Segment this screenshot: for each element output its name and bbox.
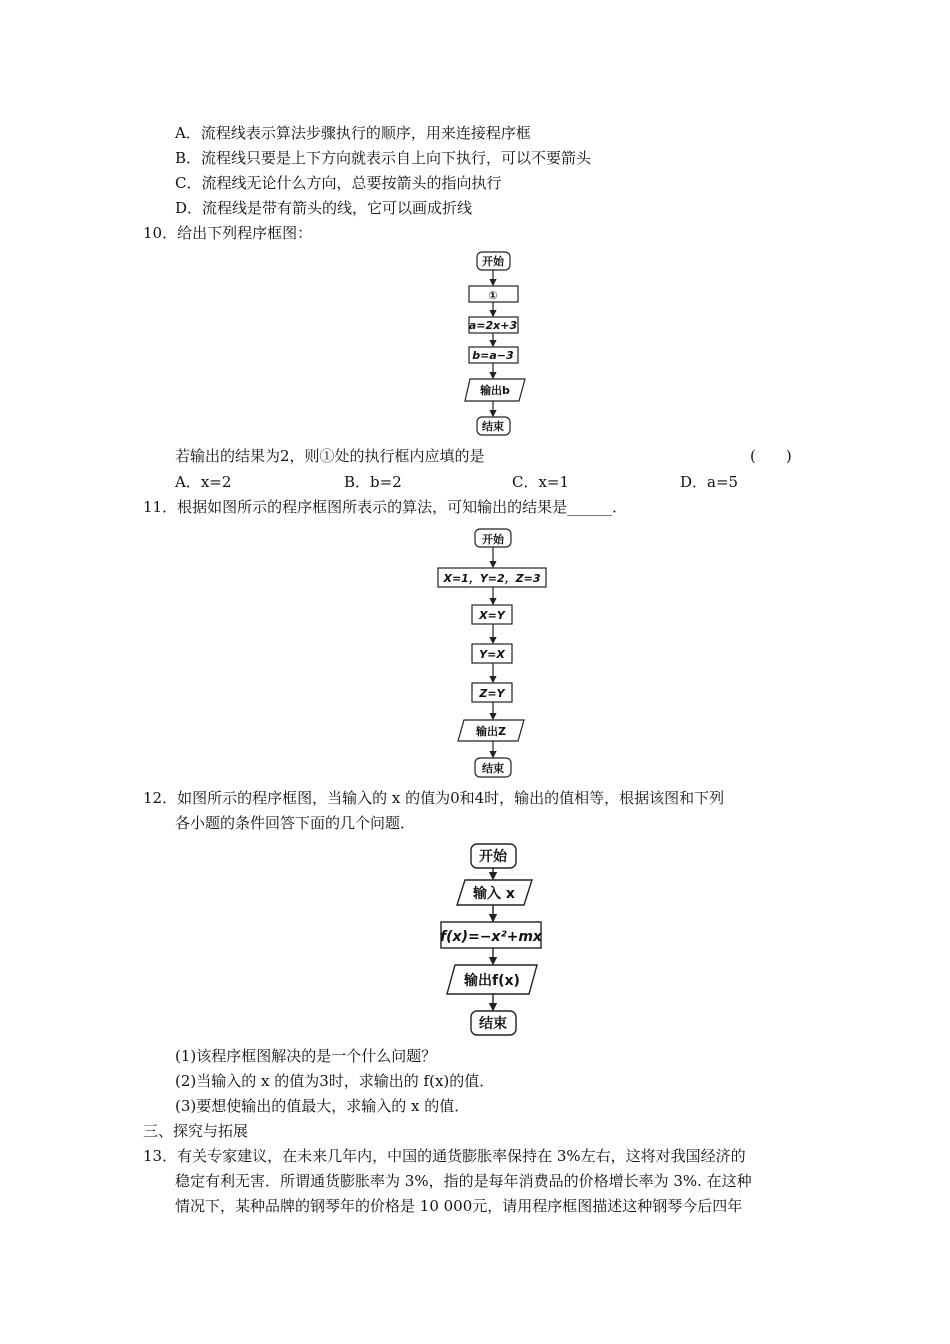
q10-question: 若输出的结果为2，则①处的执行框内应填的是: [175, 447, 485, 465]
q10-option-d: D．a=5: [680, 473, 739, 491]
q13-line3: 情况下，某种品牌的钢琴年的价格是 10 000元，请用程序框图描述这种钢琴今后四年: [175, 1197, 743, 1215]
section-heading: 三、探究与拓展: [143, 1122, 249, 1140]
q10-step3-text: b=a−3: [472, 349, 514, 362]
q9-option-d: D．流程线是带有箭头的线，它可以画成折线: [175, 199, 473, 217]
q9-option-a: A．流程线表示算法步骤执行的顺序，用来连接程序框: [175, 124, 531, 142]
q12-sub-1: (1)该程序框图解决的是一个什么问题？: [175, 1047, 437, 1065]
q10-end-text: 结束: [482, 420, 504, 433]
q11-output-text: 输出Z: [476, 725, 506, 738]
q12-start-text: 开始: [479, 849, 507, 865]
q11-start-text: 开始: [482, 533, 504, 546]
q10-start-text: 开始: [482, 255, 504, 268]
q10-output-text: 输出b: [480, 384, 510, 397]
q12-input-text: 输入 x: [473, 886, 515, 902]
q11-init-text: X=1，Y=2，Z=3: [443, 572, 541, 585]
q11-stem: 11．根据如图所示的程序框图所表示的算法，可知输出的结果是______．: [143, 498, 628, 516]
q12-end-text: 结束: [479, 1016, 507, 1032]
q12-stem-line2: 各小题的条件回答下面的几个问题．: [175, 814, 416, 832]
q10-step1-text: ①: [488, 289, 498, 302]
q10-option-c: C．x=1: [512, 473, 570, 491]
q9-option-c: C．流程线无论什么方向，总要按箭头的指向执行: [175, 174, 502, 192]
q9-option-b: B．流程线只要是上下方向就表示自上向下执行，可以不要箭头: [175, 149, 592, 167]
q12-process-text: f(x)=−x²+mx: [440, 929, 542, 945]
q10-option-a: A．x=2: [175, 473, 232, 491]
q13-line1: 13．有关专家建议，在未来几年内，中国的通货膨胀率保持在 3%左右，这将对我国经济的: [143, 1147, 746, 1165]
q11-yx-text: Y=X: [479, 648, 505, 661]
q10-option-b: B．b=2: [344, 473, 402, 491]
q12-output-text: 输出f(x): [464, 973, 520, 989]
q12-sub-3: (3)要想使输出的值最大，求输入的 x 的值．: [175, 1097, 470, 1115]
q10-answer-paren: ( ): [750, 447, 792, 465]
q10-step2-text: a=2x+3: [468, 319, 518, 332]
q10-stem: 10．给出下列程序框图：: [143, 224, 313, 242]
q11-zy-text: Z=Y: [479, 687, 505, 700]
q10-flowchart: [465, 252, 525, 435]
q13-line2: 稳定有利无害．所谓通货膨胀率为 3%，指的是每年消费品的价格增长率为 3%. 在这种: [175, 1172, 752, 1190]
q12-stem-line1: 12．如图所示的程序框图，当输入的 x 的值为0和4时，输出的值相等，根据该图和下列: [143, 789, 725, 807]
q11-end-text: 结束: [482, 762, 504, 775]
q11-xy-text: X=Y: [479, 609, 505, 622]
q12-sub-2: (2)当输入的 x 的值为3时，求输出的 f(x)的值．: [175, 1072, 495, 1090]
